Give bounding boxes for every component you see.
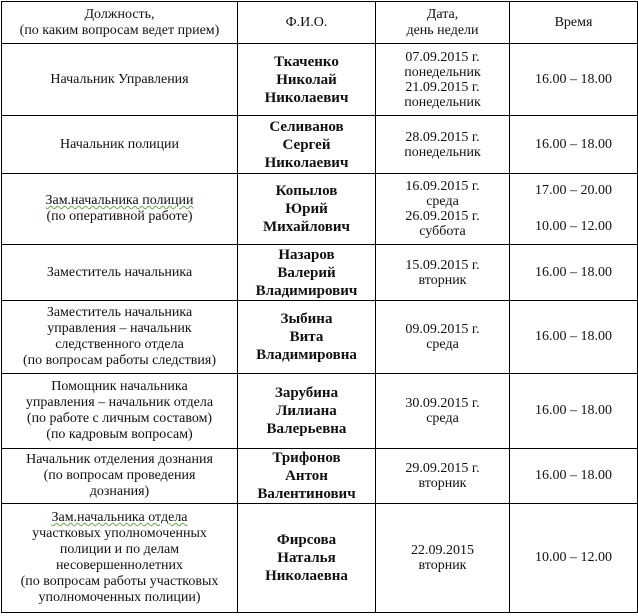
position-line: управления – начальник отдела	[25, 395, 214, 410]
date-line: 26.09.2015 г.	[405, 209, 480, 224]
position-line: несовершеннолетних	[55, 558, 184, 573]
name-line: Лилиана	[276, 403, 337, 419]
date-line: вторник	[418, 476, 467, 491]
time-line: 16.00 – 18.00	[535, 136, 612, 152]
date-line: суббота	[419, 224, 466, 239]
name-line: Селиванов	[269, 118, 344, 135]
date-cell	[376, 245, 510, 301]
position-line: дознания)	[89, 484, 150, 499]
name-line: Антон	[285, 468, 328, 484]
position-line: Начальник Управления	[50, 71, 189, 87]
date-cell	[376, 449, 510, 504]
name-line: Сергей	[282, 136, 331, 153]
table-row	[2, 374, 638, 449]
time-line: 10.00 – 12.00	[535, 219, 612, 234]
position-line: Начальник полиции	[59, 136, 180, 152]
name-line: Зыбина	[280, 311, 333, 327]
date-line: среда	[426, 337, 459, 352]
position-line: Заместитель начальника	[46, 305, 193, 320]
time-cell	[510, 374, 638, 449]
header-position	[2, 2, 238, 44]
name-line: Ткаченко	[274, 53, 339, 70]
name-line: Николаевна	[265, 568, 348, 584]
name-line: Назаров	[278, 246, 335, 263]
date-line: среда	[426, 411, 459, 426]
time-cell	[510, 449, 638, 504]
name-line: Валерьевна	[266, 421, 347, 437]
name-line: Наталья	[277, 550, 336, 566]
position-line: Зам.начальника отдела	[51, 510, 188, 525]
time-cell	[510, 116, 638, 174]
time-line: 17.00 – 20.00	[535, 183, 612, 198]
name-cell	[238, 504, 376, 613]
name-line: Николай	[276, 71, 337, 88]
position-cell	[2, 174, 238, 245]
table-row	[2, 116, 638, 174]
position-line: (по кадровым вопросам)	[46, 427, 193, 442]
header-position-subtitle: (по каким вопросам ведет прием)	[19, 22, 220, 38]
position-line: Помощник начальника	[51, 379, 188, 394]
header-time-label: Время	[554, 14, 593, 30]
reception-schedule-table	[1, 1, 638, 613]
table-row	[2, 174, 638, 245]
position-cell	[2, 116, 238, 174]
header-time	[510, 2, 638, 44]
position-line: следственного отдела	[55, 337, 184, 352]
position-line: Зам.начальника полиции	[45, 193, 194, 208]
time-line: 16.00 – 18.00	[535, 264, 612, 280]
date-line: вторник	[418, 558, 467, 573]
position-line: Заместитель начальника	[46, 264, 193, 280]
time-line: 10.00 – 12.00	[535, 550, 612, 565]
date-line: 09.09.2015 г.	[405, 322, 480, 337]
name-line: Владимирович	[255, 282, 358, 299]
position-line: Начальник отделения дознания	[26, 452, 213, 467]
position-cell	[2, 44, 238, 116]
position-line: уполномоченных полиции)	[38, 590, 201, 605]
date-cell	[376, 504, 510, 613]
position-line: (по вопросам проведения	[43, 468, 196, 483]
position-cell	[2, 504, 238, 613]
date-line: 15.09.2015 г.	[405, 257, 480, 273]
name-cell	[238, 374, 376, 449]
table-row	[2, 245, 638, 301]
header-name	[238, 2, 376, 44]
time-cell	[510, 245, 638, 301]
name-line: Валерий	[277, 264, 336, 281]
name-line: Валентинович	[257, 486, 356, 502]
time-line: 16.00 – 18.00	[535, 403, 612, 418]
position-line: управления – начальник	[47, 321, 192, 336]
name-cell	[238, 174, 376, 245]
position-line: участковых уполномоченных	[32, 526, 207, 541]
name-line: Николаевич	[264, 154, 349, 171]
name-line: Трифонов	[272, 450, 341, 466]
time-cell	[510, 174, 638, 245]
date-line: 16.09.2015 г.	[405, 179, 480, 194]
name-cell	[238, 116, 376, 174]
date-line: вторник	[418, 272, 467, 288]
date-line: 28.09.2015 г.	[405, 129, 480, 145]
position-line: (по вопросам работы участковых	[20, 574, 219, 589]
name-cell	[238, 301, 376, 374]
position-cell	[2, 245, 238, 301]
header-date-title: Дата,	[426, 6, 459, 22]
date-line: 30.09.2015 г.	[405, 396, 480, 411]
date-line: 22.09.2015	[411, 543, 474, 558]
date-cell	[376, 116, 510, 174]
date-line: 29.09.2015 г.	[405, 461, 480, 476]
date-cell	[376, 174, 510, 245]
name-line: Владимировна	[256, 347, 357, 363]
position-cell	[2, 374, 238, 449]
name-cell	[238, 449, 376, 504]
header-date-subtitle: день недели	[406, 22, 479, 38]
date-cell	[376, 44, 510, 116]
table-body	[2, 44, 638, 613]
name-line: Николаевич	[264, 89, 349, 106]
time-line: 16.00 – 18.00	[535, 468, 612, 483]
date-line: понедельник	[404, 64, 481, 80]
time-line: 16.00 – 18.00	[535, 71, 612, 87]
date-cell	[376, 301, 510, 374]
date-line: понедельник	[404, 144, 481, 160]
time-cell	[510, 301, 638, 374]
name-line: Михайлович	[263, 219, 350, 235]
header-row	[2, 2, 638, 44]
time-cell	[510, 44, 638, 116]
name-line: Вита	[289, 329, 324, 345]
position-line: (по оперативной работе)	[46, 209, 193, 224]
position-line: (по вопросам работы следствия)	[22, 353, 217, 368]
table-row	[2, 449, 638, 504]
table-row	[2, 504, 638, 613]
position-line: (по работе с личным составом)	[26, 411, 213, 426]
date-line: среда	[426, 194, 459, 209]
date-line: 21.09.2015 г.	[405, 79, 480, 95]
position-cell	[2, 449, 238, 504]
position-line: полиции и по делам	[59, 542, 180, 557]
name-line: Зарубина	[274, 385, 339, 401]
table-row	[2, 44, 638, 116]
position-cell	[2, 301, 238, 374]
header-name-label: Ф.И.О.	[285, 14, 328, 30]
name-cell	[238, 44, 376, 116]
date-line: понедельник	[404, 94, 481, 110]
header-position-title: Должность,	[84, 6, 155, 22]
time-line: 16.00 – 18.00	[535, 329, 612, 344]
date-cell	[376, 374, 510, 449]
table-row	[2, 301, 638, 374]
header-date	[376, 2, 510, 44]
time-cell	[510, 504, 638, 613]
name-line: Копылов	[275, 183, 338, 199]
name-line: Фирсова	[276, 532, 337, 548]
name-line: Юрий	[285, 201, 328, 217]
name-cell	[238, 245, 376, 301]
date-line: 07.09.2015 г.	[405, 49, 480, 65]
